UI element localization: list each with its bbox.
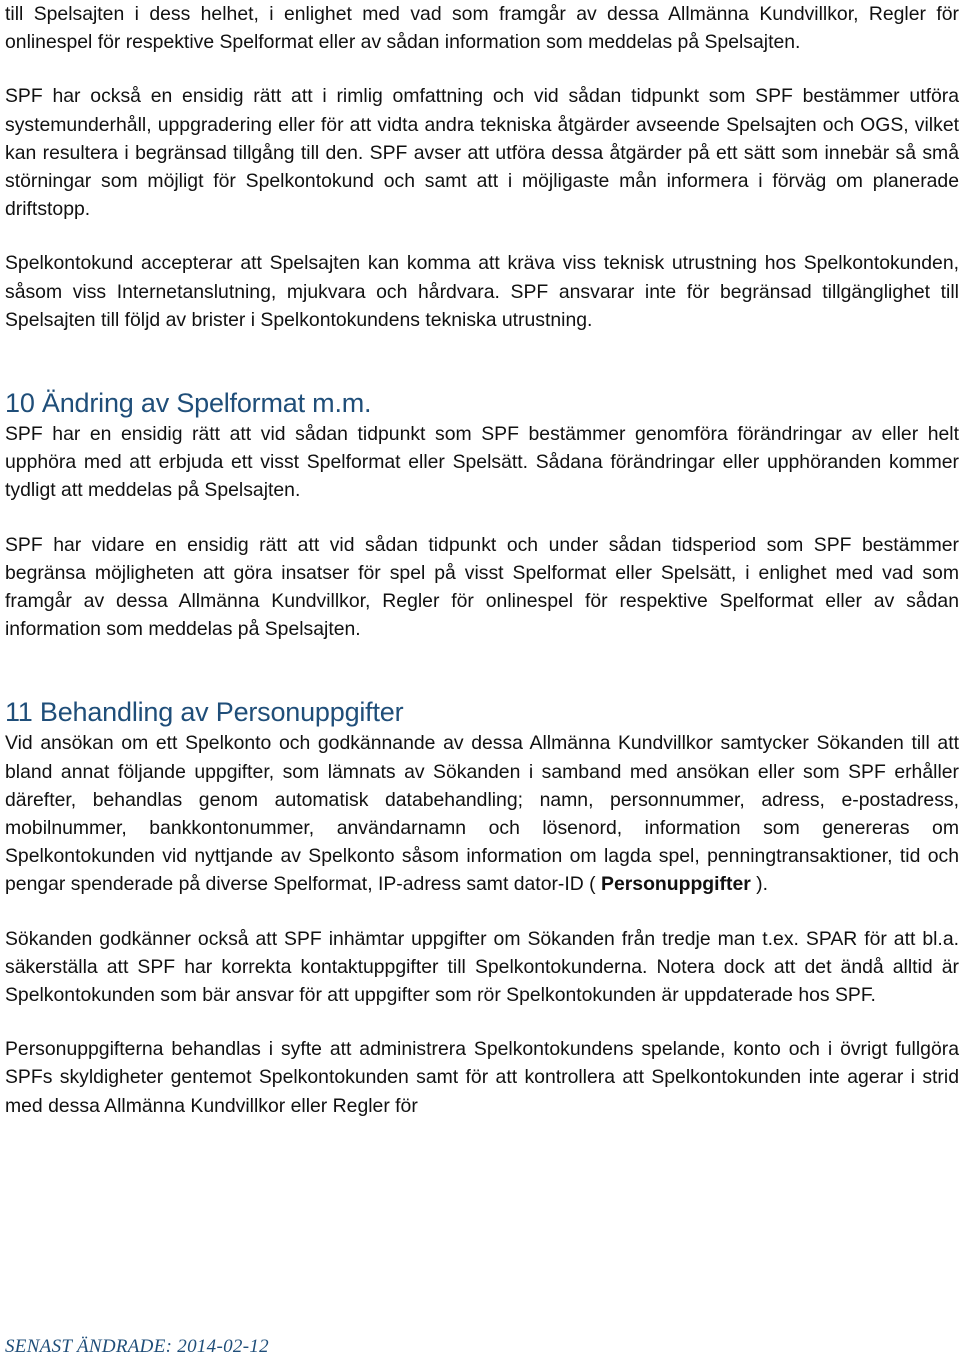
document-page (5, 0, 959, 1120)
paragraph-technical-equipment: Spelkontokund accepterar att Spelsajten kan komma att kräva viss teknisk utrustning hos Spelkontokunden, såsom viss Internetanslutning, mjukvara och hårdvara. SPF ansvarar inte för begränsad tillgänglighet till Spelsajten till följd av brister i Spelkontokundens tekniska utrustning. (5, 252, 959, 331)
paragraph-change-game-format: SPF har en ensidig rätt att vid sådan tidpunkt som SPF bestämmer genomföra förändringar av eller helt upphöra med att erbjuda ett visst Spelformat eller Spelsätt. Sådana förändringar eller upphöranden kommer tydligt att meddelas på Spelsajten. (5, 423, 959, 502)
section-heading-11: 11 Behandling av Personuppgifter (5, 697, 404, 728)
paragraph-third-party-data: Sökanden godkänner också att SPF inhämtar uppgifter om Sökanden från tredje man t.ex. SPAR för att bl.a. säkerställa att SPF har korrekta kontaktuppgifter till Spelkontokunderna. Notera dock att det ändå alltid är Spelkontokunden som bär ansvar för att uppgifter som rör Spelkontokunden är uppdaterade hos SPF. (5, 927, 959, 1007)
defined-term-personuppgifter: Personuppgifter (601, 873, 751, 896)
paragraph-personal-data-consent (5, 729, 959, 898)
footer-last-modified: SENAST ÄNDRADE: 2014-02-12 (5, 1336, 269, 1357)
paragraph-data-purpose: Personuppgifterna behandlas i syfte att administrera Spelkontokundens spelande, konto och i övrigt fullgöra SPFs skyldigheter gentemot Spelkontokunden samt för att kontrollera att Spelkontokunden inte agerar i strid med dessa Allmänna Kundvillkor eller Regler för (5, 1038, 959, 1117)
paragraph-limit-stakes: SPF har vidare en ensidig rätt att vid sådan tidpunkt och under sådan tidsperiod som SPF bestämmer begränsa möjligheten att göra insatser för spel på visst Spelformat eller Spelsätt, i enlighet med vad som framgår av dessa Allmänna Kundvillkor, Regler för onlinespel för respektive Spelformat eller av sådan information som meddelas på Spelsajten. (5, 533, 959, 641)
section-heading-10: 10 Ändring av Spelformat m.m. (5, 388, 372, 419)
paragraph-personal-data-text: Vid ansökan om ett Spelkonto och godkännande av dessa Allmänna Kundvillkor samtycker Sökanden till att bland annat följande uppgifter, som lämnats av Sökanden i samband med ansökan eller som SPF erhåller därefter, behandlas genom automatisk databehandling; namn, personnummer, adress, e-postadress, mobilnummer, bankkontonummer, användarnamn och lösenord, information som genereras om Spelkontokunden vid nyttjande av Spelkonto såsom information om lagda spel, penningtransaktioner, tid och pengar spenderade på diverse Spelformat, IP-adress samt dator-ID ( (5, 732, 959, 896)
paragraph-system-maintenance: SPF har också en ensidig rätt att i rimlig omfattning och vid sådan tidpunkt som SPF bestämmer utföra systemunderhåll, uppgradering eller för att vidta andra tekniska åtgärder avseende Spelsajten och OGS, vilket kan resultera i begränsad tillgång till den. SPF avser att utföra dessa åtgärder på ett sätt som innebär så små störningar som möjligt för Spelkontokund och samt att i möjligaste mån informera i förväg om planerade driftstopp. (5, 85, 959, 221)
paragraph-personal-data-close: ). (756, 873, 769, 896)
paragraph-continuation: till Spelsajten i dess helhet, i enlighet med vad som framgår av dessa Allmänna Kundvillkor, Regler för onlinespel för respektive Spelformat eller av sådan information som meddelas på Spelsajten. (5, 3, 959, 54)
